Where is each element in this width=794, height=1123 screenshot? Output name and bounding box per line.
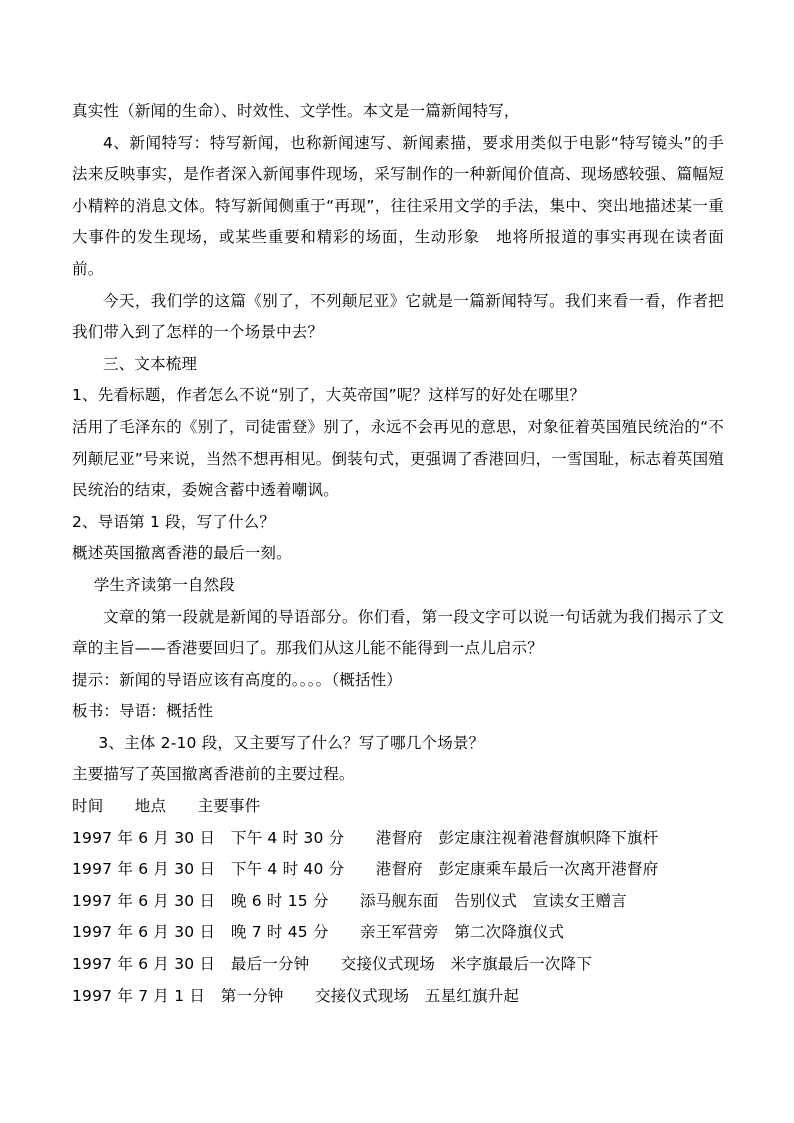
- events-table: [72, 791, 724, 1012]
- paragraph-intro: 真实性（新闻的生命）、时效性、文学性。本文是一篇新闻特写，: [72, 102, 520, 120]
- events-table-row: 1997 年 7 月 1 日 第一分钟 交接仪式现场 五星红旗升起: [72, 986, 520, 1005]
- answer-title: 活用了毛泽东的《别了，司徒雷登》别了，永远不会再见的意思，对象征着英国殖民统治的“不列颠尼亚”号来说，当然不想再相见。倒装句式，更强调了香港回归，一雪国耻，标志着英国殖民统治的结束，委婉含蓄中透着嘲讽。: [72, 417, 724, 500]
- events-table-row: 1997 年 6 月 30 日 晚 6 时 15 分 添马舰东面 告别仪式 宣读女王赠言: [72, 891, 627, 910]
- paragraph-lead-explanation: 文章的第一段就是新闻的导语部分。你们看，第一段文字可以说一句话就为我们揭示了文章的主旨——香港要回归了。那我们从这儿能不能得到一点儿启示？: [72, 607, 724, 658]
- hint-text: 提示：新闻的导语应该有高度的。。。。（概括性）: [72, 670, 403, 689]
- paragraph-today-lesson: 今天，我们学的这篇《别了，不列颠尼亚》它就是一篇新闻特写。我们来看一看，作者把我们带入到了怎样的一个场景中去？: [72, 291, 724, 342]
- section-heading-text-analysis: 三、文本梳理: [103, 354, 198, 373]
- events-table-row: 1997 年 6 月 30 日 最后一分钟 交接仪式现场 米字旗最后一次降下: [72, 955, 592, 974]
- board-note: 板书：导语：概括性: [72, 702, 214, 721]
- question-body: 3、主体 2-10 段，又主要写了什么？写了哪几个场景？: [98, 733, 485, 752]
- events-table-row: 1997 年 6 月 30 日 下午 4 时 30 分 港督府 彭定康注视着港督旗帜降下旗杆: [72, 828, 659, 847]
- instruction-read-aloud: 学生齐读第一自然段: [93, 575, 235, 594]
- answer-body: 主要描写了英国撤离香港前的主要过程。: [72, 765, 355, 784]
- question-title: 1、先看标题，作者怎么不说“别了，大英帝国”呢？这样写的好处在哪里？: [72, 386, 586, 405]
- paragraph-news-feature-definition: 4、新闻特写：特写新闻，也称新闻速写、新闻素描，要求用类似于电影“特写镜头”的手法来反映事实，是作者深入新闻事件现场，采写制作的一种新闻价值高、现场感较强、篇幅短小精粹的消息文体。特写新闻侧重于“再现”，往往采用文学的手法，集中、突出地描述某一重大事件的发生现场，或某些重要和精彩的场面，生动形象 地将所报道的事实再现在读者面前。: [72, 133, 724, 278]
- document-body: [72, 96, 724, 1012]
- answer-lead: 概述英国撤离香港的最后一刻。: [72, 544, 292, 563]
- events-table-header: 时间 地点 主要事件: [72, 797, 261, 816]
- events-table-row: 1997 年 6 月 30 日 下午 4 时 40 分 港督府 彭定康乘车最后一次离开港督府: [72, 860, 659, 879]
- events-table-row: 1997 年 6 月 30 日 晚 7 时 45 分 亲王军营旁 第二次降旗仪式: [72, 923, 565, 942]
- question-lead: 2、导语第 1 段，写了什么？: [72, 512, 276, 531]
